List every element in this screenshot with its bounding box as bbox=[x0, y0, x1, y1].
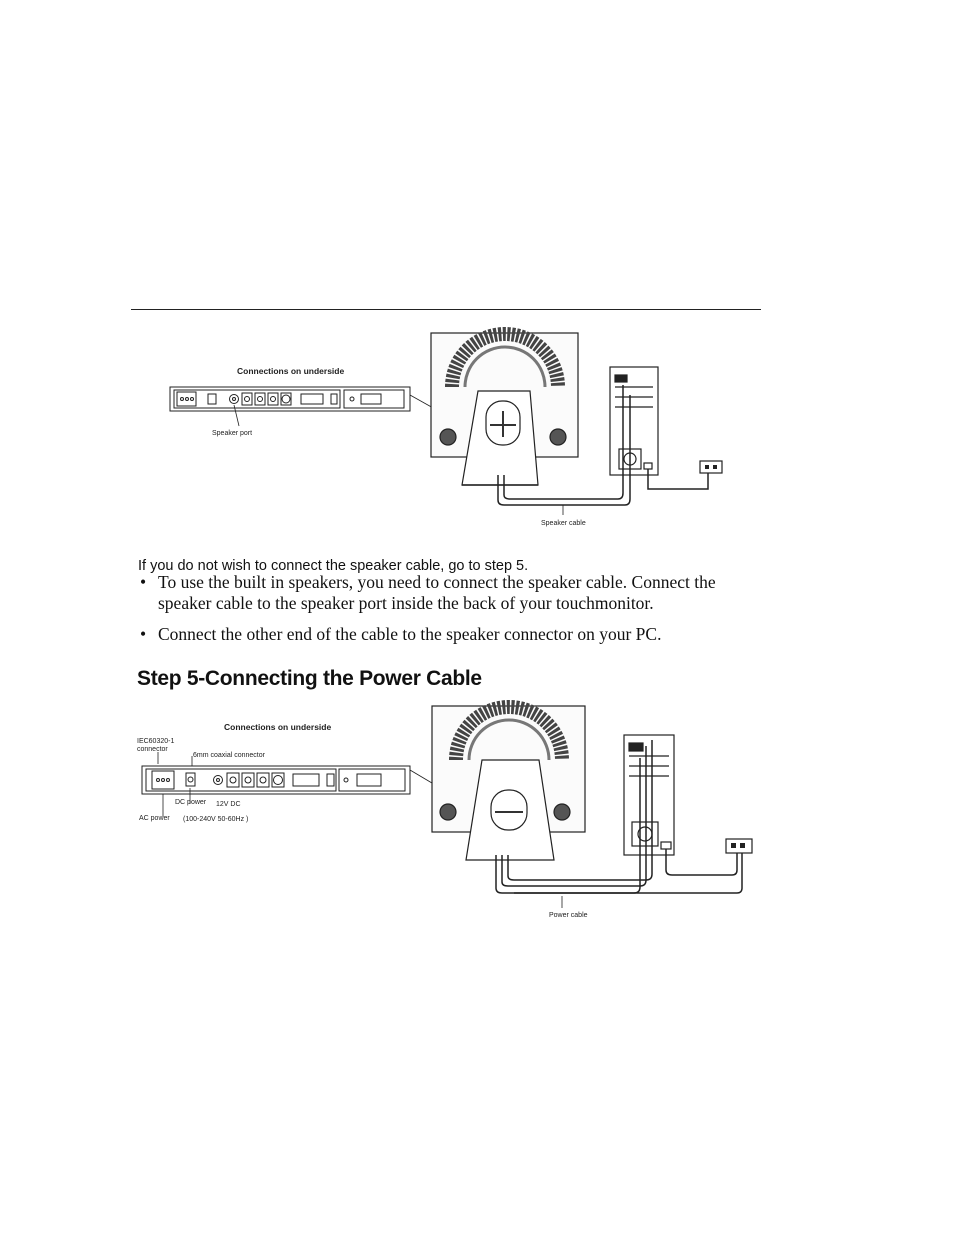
wall-outlet-icon bbox=[700, 461, 722, 473]
skip-instruction: If you do not wish to connect the speaker cable, go to step 5. bbox=[138, 557, 529, 574]
monitor-back bbox=[432, 706, 585, 860]
wall-outlet-icon bbox=[726, 839, 752, 853]
iec-connector-label-1: IEC60320-1 bbox=[137, 738, 175, 745]
speaker-cable-diagram bbox=[160, 325, 750, 530]
speaker-steps-list bbox=[138, 572, 768, 655]
dc-power-label: DC power bbox=[175, 799, 207, 806]
panel-title: Connections on underside bbox=[224, 722, 332, 732]
iec-connector-label-2: connector bbox=[137, 746, 168, 753]
speaker-port-label: Speaker port bbox=[212, 430, 253, 437]
speaker-cable-label: Speaker cable bbox=[541, 520, 586, 527]
header-rule bbox=[131, 309, 761, 310]
panel-title: Connections on underside bbox=[237, 366, 345, 376]
power-cable-diagram bbox=[134, 700, 759, 925]
list-item-text: To use the built in speakers, you need to connect the speaker cable. Connect the speaker cable to the speaker port inside the back of your touchmonitor. bbox=[158, 572, 716, 613]
pc-tower bbox=[610, 367, 658, 475]
monitor-back bbox=[431, 333, 578, 485]
ac-power-label: AC power bbox=[139, 815, 170, 822]
pc-tower bbox=[624, 735, 674, 855]
power-cable-label: Power cable bbox=[549, 912, 588, 919]
coax-connector-label: 6mm coaxial connector bbox=[193, 752, 265, 759]
connector-panel bbox=[170, 387, 410, 411]
connector-panel bbox=[142, 766, 410, 794]
bullet-marker: • bbox=[140, 624, 147, 644]
list-item-text: Connect the other end of the cable to the speaker connector on your PC. bbox=[158, 624, 662, 644]
list-item bbox=[138, 624, 768, 645]
step5-heading: Step 5-Connecting the Power Cable bbox=[137, 667, 482, 690]
ac-range-label: (100-240V 50-60Hz ) bbox=[183, 816, 249, 823]
list-item bbox=[138, 572, 768, 614]
bullet-marker: • bbox=[140, 572, 147, 592]
power-cable-figure bbox=[134, 700, 759, 925]
speaker-cable-figure bbox=[160, 325, 750, 530]
dc-voltage-label: 12V DC bbox=[216, 801, 241, 808]
